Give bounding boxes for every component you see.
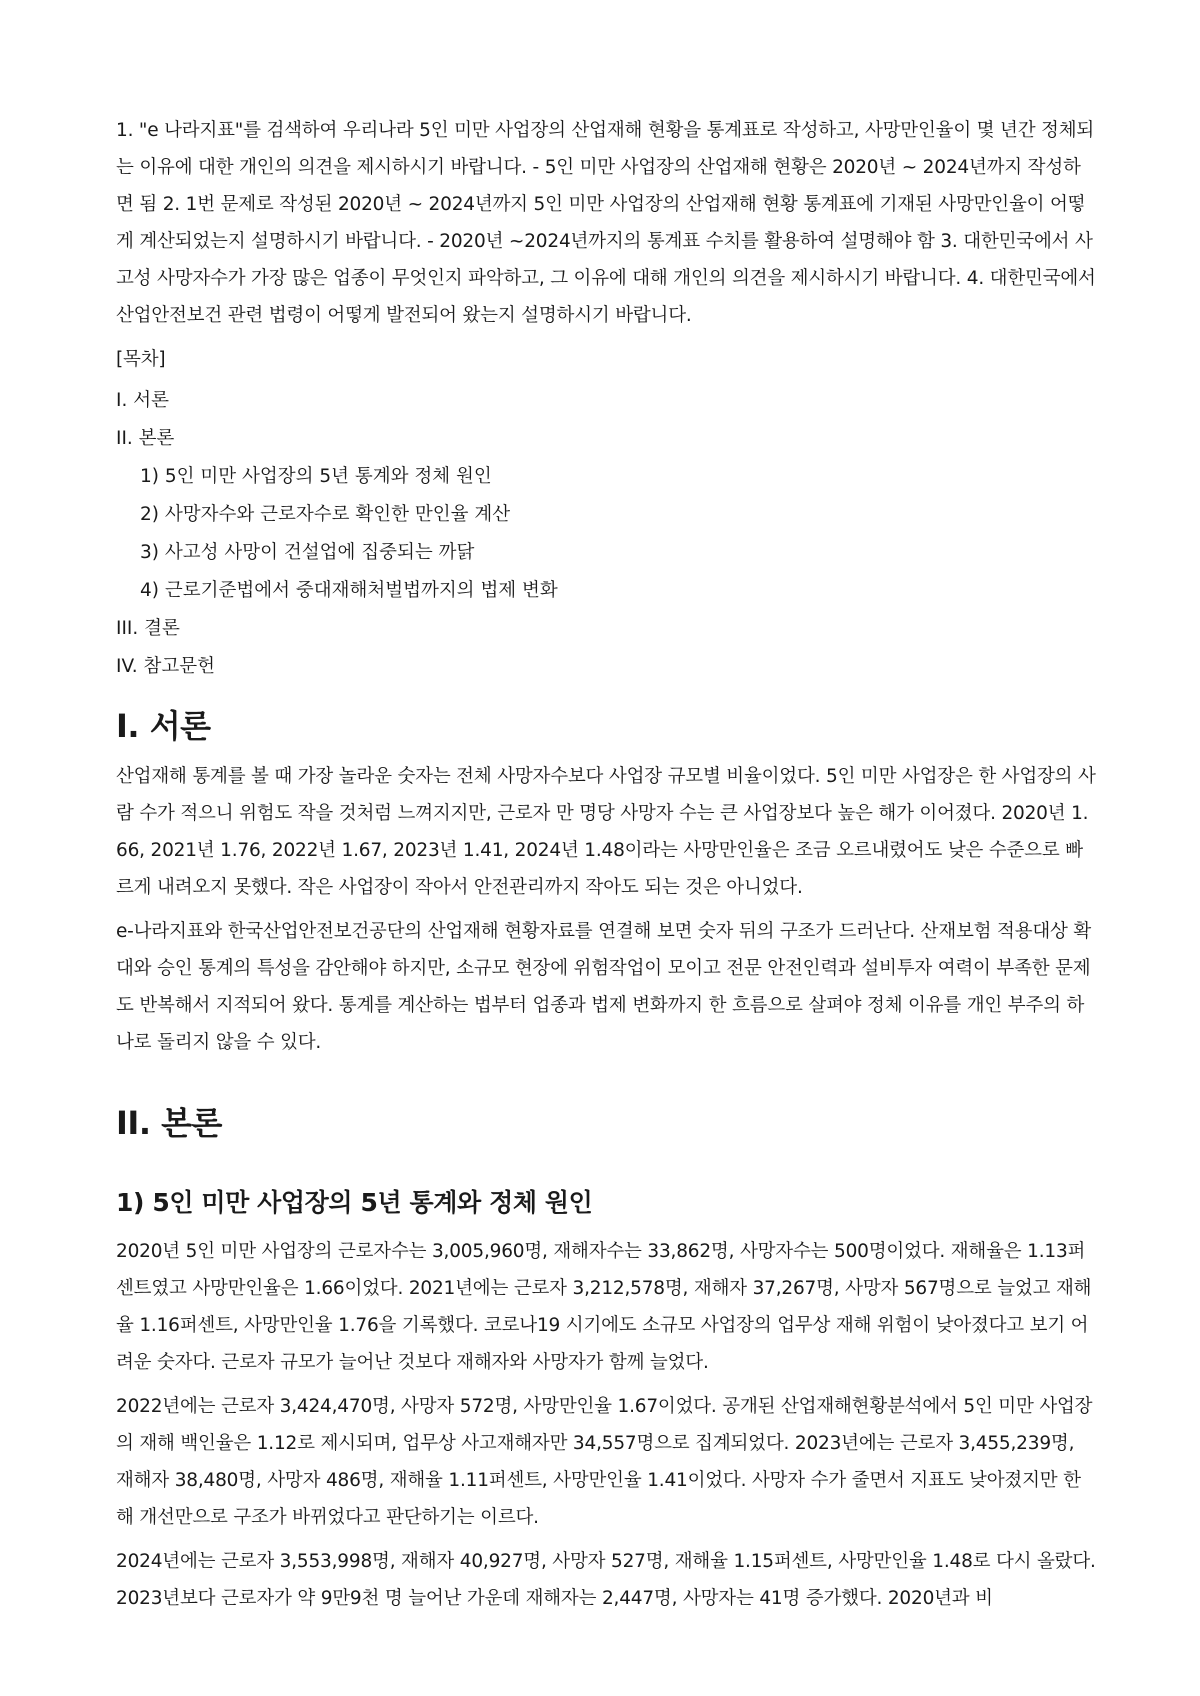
toc-item: II. 본론 — [116, 428, 175, 449]
section-paragraph: 2022년에는 근로자 3,424,470명, 사망자 572명, 사망만인율 1.67이었다. 공개된 산업재해현황분석에서 5인 미만 사업장의 재해 백인율은 1.12로 제시되며, 업무상 사고재해자만 34,557명으로 집계되었다. 2023년에는 근로자 3,455,239명, 재해자 38,480명, 사망자 486명, 재해율 1.11퍼센트, 사망만인율 1.41이었다. 사망자 수가 줄면서 지표도 낮아졌지만 한 해 개선만으로 구조가 바뀌었다고 판단하기는 이르다. — [116, 1396, 1093, 1528]
section-paragraph: 2024년에는 근로자 3,553,998명, 재해자 40,927명, 사망자 527명, 재해율 1.15퍼센트, 사망만인율 1.48로 다시 올랐다. 2023년보다 근로자가 약 9만9천 명 늘어난 가운데 재해자는 2,447명, 사망자는 41명 증가했다. 2020년과 비 — [116, 1551, 1096, 1609]
toc-item: IV. 참고문헌 — [116, 656, 215, 677]
toc-subitem: 1) 5인 미만 사업장의 5년 통계와 정체 원인 — [140, 466, 492, 487]
intro-paragraph: e-나라지표와 한국산업안전보건공단의 산업재해 현황자료를 연결해 보면 숫자 뒤의 구조가 드러난다. 산재보험 적용대상 확대와 승인 통계의 특성을 감안해야 하지만, 소규모 현장에 위험작업이 모이고 전문 안전인력과 설비투자 여력이 부족한 문제도 반복해서 지적되어 왔다. 통계를 계산하는 법부터 업종과 법제 변화까지 한 흐름으로 살펴야 정체 이유를 개인 부주의 하나로 돌리지 않을 수 있다. — [116, 921, 1092, 1053]
toc-subitem: 2) 사망자수와 근로자수로 확인한 만인율 계산 — [140, 504, 511, 525]
toc-item: I. 서론 — [116, 390, 169, 411]
section-paragraph: 2020년 5인 미만 사업장의 근로자수는 3,005,960명, 재해자수는 33,862명, 사망자수는 500명이었다. 재해율은 1.13퍼센트였고 사망만인율은 1.66이었다. 2021년에는 근로자 3,212,578명, 재해자 37,267명, 사망자 567명으로 늘었고 재해율 1.16퍼센트, 사망만인율 1.76을 기록했다. 코로나19 시기에도 소규모 사업장의 업무상 재해 위험이 낮아졌다고 보기 어려운 숫자다. 근로자 규모가 늘어난 것보다 재해자와 사망자가 함께 늘었다. — [116, 1241, 1092, 1373]
intro-heading: I. 서론 — [116, 707, 211, 745]
document-page — [116, 112, 1096, 1624]
table-of-contents — [116, 341, 1096, 686]
assignment-question: 1. "e 나라지표"를 검색하여 우리나라 5인 미만 사업장의 산업재해 현황을 통계표로 작성하고, 사망만인율이 몇 년간 정체되는 이유에 대한 개인의 의견을 제시하시기 바랍니다. - 5인 미만 사업장의 산업재해 현황은 2020년 ~ 2024년까지 작성하면 됨 2. 1번 문제로 작성된 2020년 ~ 2024년까지 5인 미만 사업장의 산업재해 현황 통계표에 기재된 사망만인율이 어떻게 계산되었는지 설명하시기 바랍니다. - 2020년 ~2024년까지의 통계표 수치를 활용하여 설명해야 함 3. 대한민국에서 사고성 사망자수가 가장 많은 업종이 무엇인지 파악하고, 그 이유에 대해 개인의 의견을 제시하시기 바랍니다. 4. 대한민국에서 산업안전보건 관련 법령이 어떻게 발전되어 왔는지 설명하시기 바랍니다. — [116, 120, 1096, 326]
intro-paragraph: 산업재해 통계를 볼 때 가장 놀라운 숫자는 전체 사망자수보다 사업장 규모별 비율이었다. 5인 미만 사업장은 한 사업장의 사람 수가 적으니 위험도 작을 것처럼 느껴지지만, 근로자 만 명당 사망자 수는 큰 사업장보다 높은 해가 이어졌다. 2020년 1.66, 2021년 1.76, 2022년 1.67, 2023년 1.41, 2024년 1.48이라는 사망만인율은 조금 오르내렸어도 낮은 수준으로 빠르게 내려오지 못했다. 작은 사업장이 작아서 안전관리까지 작아도 되는 것은 아니었다. — [116, 766, 1096, 898]
toc-item: III. 결론 — [116, 618, 180, 639]
toc-heading: [목차] — [116, 349, 166, 370]
toc-subitem: 4) 근로기준법에서 중대재해처벌법까지의 법제 변화 — [140, 580, 558, 601]
section-heading: 1) 5인 미만 사업장의 5년 통계와 정체 원인 — [116, 1188, 593, 1217]
body-heading: II. 본론 — [116, 1104, 222, 1142]
toc-subitem: 3) 사고성 사망이 건설업에 집중되는 까닭 — [140, 542, 475, 563]
